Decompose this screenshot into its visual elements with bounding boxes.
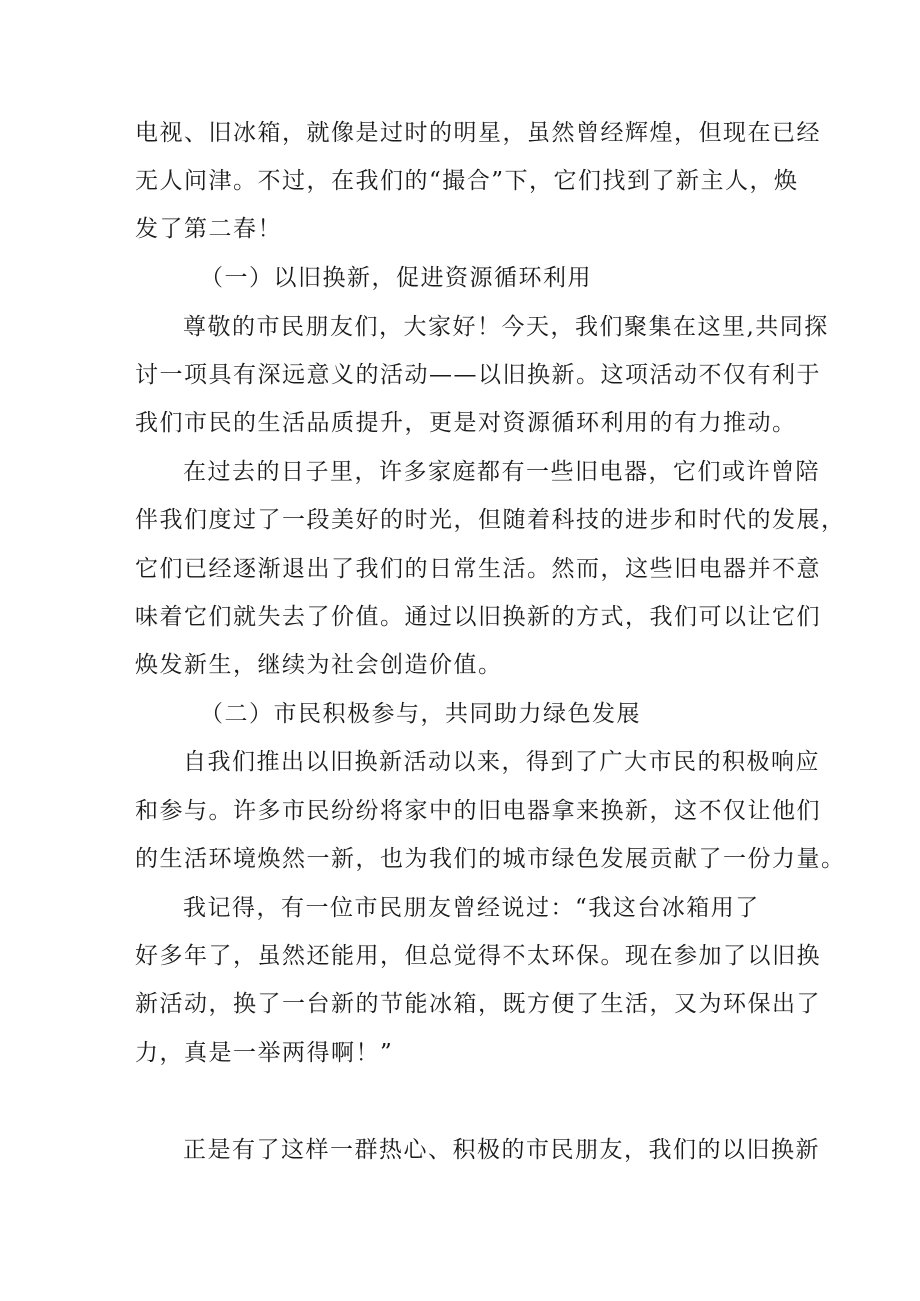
body-text-line: 好多年了，虽然还能用，但总觉得不太环保。现在参加了以旧换 <box>135 943 821 969</box>
section-heading: （二）市民积极参与，共同助力绿色发展 <box>200 701 641 727</box>
body-text-line: 焕发新生，继续为社会创造价值。 <box>135 652 503 678</box>
body-text-line: 讨一项具有深远意义的活动——以旧换新。这项活动不仅有利于 <box>135 362 821 388</box>
body-text-line: 自我们推出以旧换新活动以来，得到了广大市民的积极响应 <box>183 749 820 775</box>
body-text-line: 味着它们就失去了价值。通过以旧换新的方式，我们可以让它们 <box>135 604 821 630</box>
body-text-line: 新活动，换了一台新的节能冰箱，既方便了生活，又为环保出了 <box>135 991 821 1017</box>
body-text-line: 无人问津。不过，在我们的“撮合”下，它们找到了新主人，焕 <box>135 168 799 194</box>
body-text-line: 电视、旧冰箱，就像是过时的明星，虽然曾经辉煌，但现在已经 <box>135 120 821 146</box>
body-text-line: 的生活环境焕然一新，也为我们的城市绿色发展贡献了一份力量。 <box>135 846 846 872</box>
section-heading: （一）以旧换新，促进资源循环利用 <box>200 265 592 291</box>
body-text-line: 尊敬的市民朋友们，大家好！今天，我们聚集在这里,共同探 <box>183 314 829 340</box>
body-text-line: 正是有了这样一群热心、积极的市民朋友，我们的以旧换新 <box>183 1137 820 1163</box>
body-text-line: 和参与。许多市民纷纷将家中的旧电器拿来换新，这不仅让他们 <box>135 798 821 824</box>
body-text-line: 它们已经逐渐退出了我们的日常生活。然而，这些旧电器并不意 <box>135 556 821 582</box>
body-text-line: 发了第二春！ <box>135 216 282 242</box>
body-text-line: 我们市民的生活品质提升，更是对资源循环利用的有力推动。 <box>135 410 797 436</box>
body-text-line: 力，真是一举两得啊！” <box>135 1040 394 1066</box>
body-text-line: 伴我们度过了一段美好的时光，但随着科技的进步和时代的发展， <box>135 507 846 533</box>
body-text-line: 在过去的日子里，许多家庭都有一些旧电器，它们或许曾陪 <box>183 459 820 485</box>
body-text-line: 我记得，有一位市民朋友曾经说过：“我这台冰箱用了 <box>183 895 760 921</box>
